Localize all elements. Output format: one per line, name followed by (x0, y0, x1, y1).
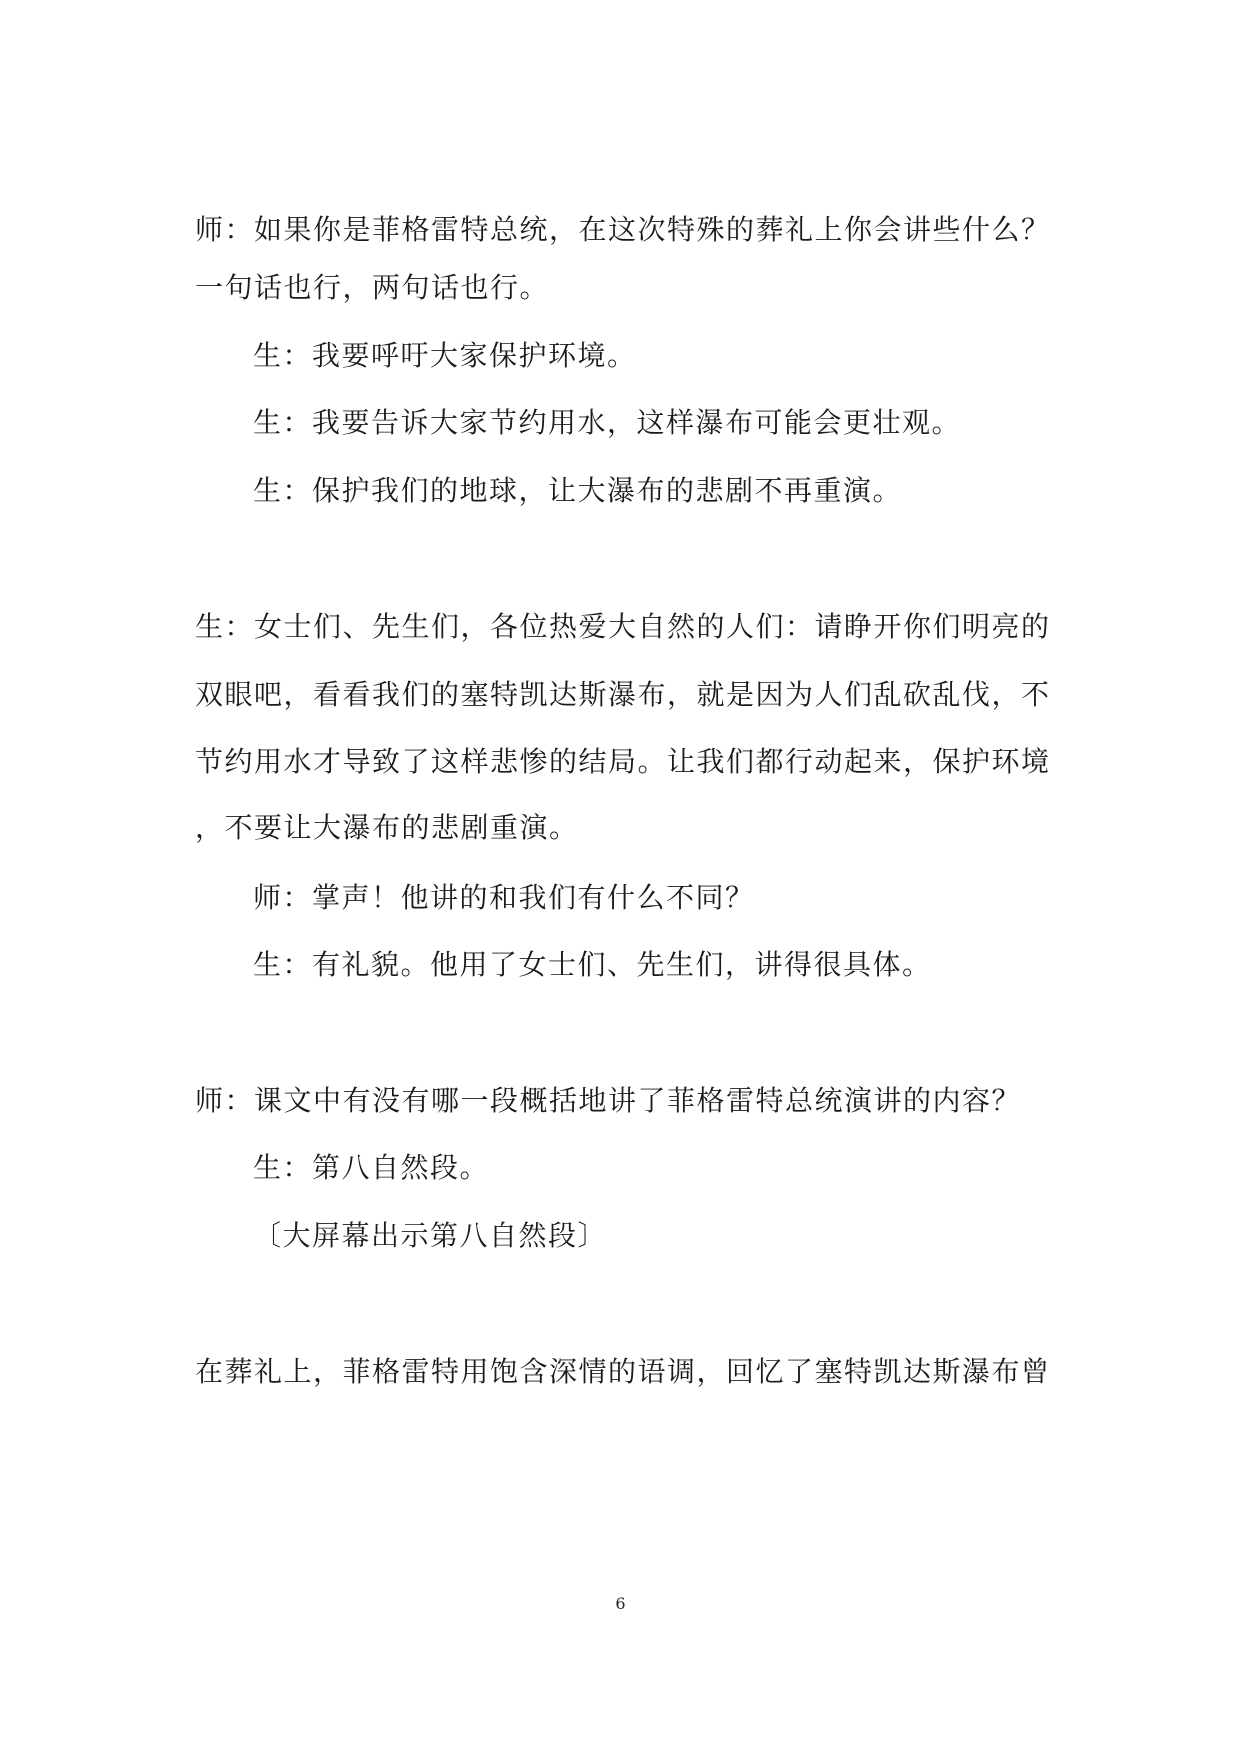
text-line-student-speech-3: 节约用水才导致了这样悲惨的结局。让我们都行动起来，保护环境 (195, 745, 1051, 778)
text-line-student-speech-4: ，不要让大瀑布的悲剧重演。 (195, 811, 579, 844)
text-line-student-polite: 生：有礼貌。他用了女士们、先生们，讲得很具体。 (253, 948, 932, 981)
text-line-funeral-paragraph: 在葬礼上，菲格雷特用饱含深情的语调，回忆了塞特凯达斯瀑布曾 (195, 1355, 1051, 1388)
text-line-teacher-question: 师：如果你是菲格雷特总统，在这次特殊的葬礼上你会讲些什么？ (195, 213, 1051, 246)
text-line-student-answer-3: 生：保护我们的地球，让大瀑布的悲剧不再重演。 (253, 474, 903, 507)
text-line-student-paragraph-answer: 生：第八自然段。 (253, 1151, 490, 1184)
text-line-student-speech-1: 生：女士们、先生们，各位热爱大自然的人们：请睁开你们明亮的 (195, 610, 1051, 643)
text-line-screen-note: 〔大屏幕出示第八自然段〕 (253, 1219, 608, 1252)
text-line-student-speech-2: 双眼吧，看看我们的塞特凯达斯瀑布，就是因为人们乱砍乱伐，不 (195, 678, 1051, 711)
page-number: 6 (615, 1594, 626, 1613)
text-line-teacher-applause: 师：掌声！他讲的和我们有什么不同？ (253, 881, 755, 914)
text-line-student-answer-2: 生：我要告诉大家节约用水，这样瀑布可能会更壮观。 (253, 406, 962, 439)
text-line-teacher-paragraph-question: 师：课文中有没有哪一段概括地讲了菲格雷特总统演讲的内容？ (195, 1084, 1022, 1117)
text-line-teacher-question-cont: 一句话也行，两句话也行。 (195, 271, 550, 304)
text-line-student-answer-1: 生：我要呼吁大家保护环境。 (253, 339, 637, 372)
